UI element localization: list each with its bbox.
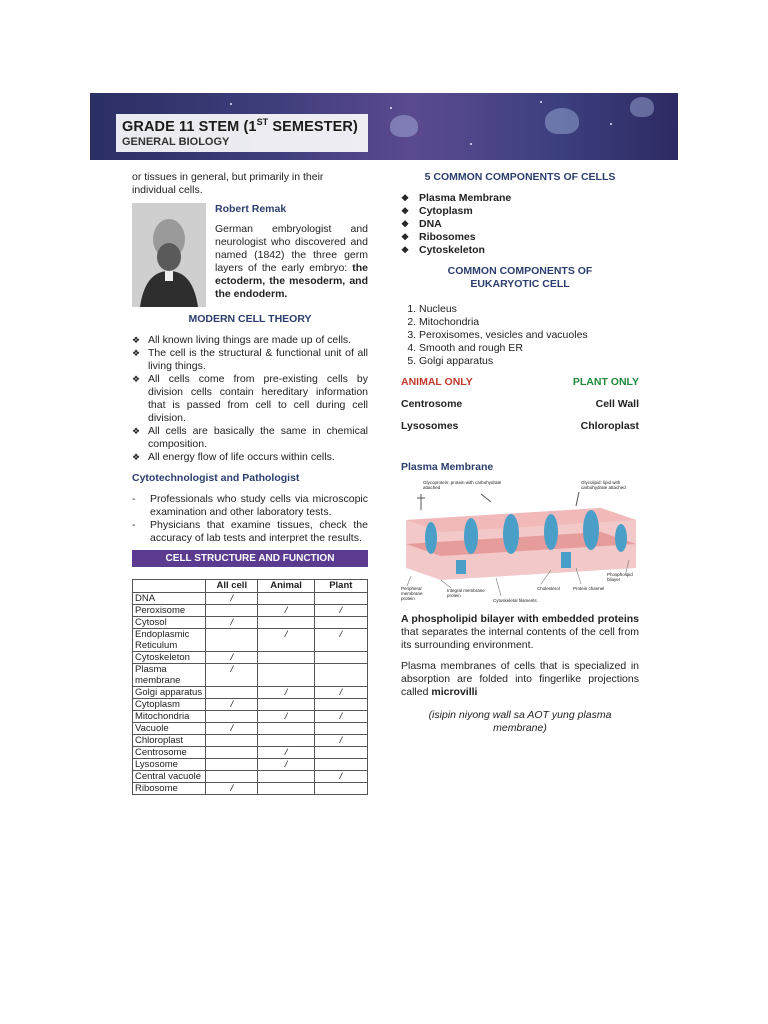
check-cell bbox=[206, 747, 258, 759]
structure-name-cell: DNA bbox=[133, 593, 206, 605]
header-banner bbox=[90, 93, 678, 160]
check-cell: / bbox=[314, 687, 367, 699]
table-row bbox=[133, 783, 368, 795]
jellyfish-decoration bbox=[545, 108, 579, 134]
check-cell bbox=[206, 629, 258, 652]
microvilli-text: Plasma membranes of cells that is specialized in absorption are folded into fingerlike projections called microvilli bbox=[401, 660, 639, 698]
fig-label-glycolipid: Glycolipid: lipid with carbohydrate attached bbox=[581, 480, 626, 490]
check-cell: / bbox=[258, 711, 314, 723]
fig-label-cytoskeletal: Cytoskeletal filaments bbox=[493, 598, 537, 603]
compare-row: Centrosome Cell Wall bbox=[401, 398, 639, 410]
check-cell: / bbox=[314, 629, 367, 652]
check-cell bbox=[258, 783, 314, 795]
compare-row: Lysosomes Chloroplast bbox=[401, 420, 639, 432]
check-cell: / bbox=[258, 629, 314, 652]
list-item: ❖ Cytoplasm bbox=[401, 205, 473, 217]
modern-cell-theory-heading: MODERN CELL THEORY bbox=[188, 313, 312, 325]
diamond-bullet-icon: ❖ bbox=[132, 426, 141, 436]
check-cell bbox=[258, 664, 314, 687]
check-cell bbox=[206, 771, 258, 783]
check-cell bbox=[258, 771, 314, 783]
page-subtitle: GENERAL BIOLOGY bbox=[122, 135, 230, 148]
left-column bbox=[132, 171, 368, 794]
list-item: ❖ Cytoskeleton bbox=[401, 244, 485, 256]
table-row bbox=[133, 687, 368, 699]
check-cell: / bbox=[206, 617, 258, 629]
check-cell bbox=[314, 664, 367, 687]
list-item: ❖ The cell is the structural & functional unit of all living things. bbox=[132, 347, 368, 372]
check-cell bbox=[206, 759, 258, 771]
diamond-bullet-icon: ❖ bbox=[132, 348, 141, 358]
check-cell: / bbox=[258, 759, 314, 771]
list-item: 4. Smooth and rough ER bbox=[419, 342, 639, 355]
check-cell: / bbox=[314, 711, 367, 723]
compare-header-row bbox=[401, 376, 639, 389]
modern-cell-theory-list bbox=[132, 334, 368, 464]
list-item: ❖ DNA bbox=[401, 218, 442, 230]
check-cell bbox=[206, 687, 258, 699]
check-cell bbox=[258, 617, 314, 629]
check-cell bbox=[314, 759, 367, 771]
cell-structure-title: CELL STRUCTURE AND FUNCTION bbox=[132, 550, 368, 567]
structure-name-cell: Lysosome bbox=[133, 759, 206, 771]
check-cell: / bbox=[314, 605, 367, 617]
list-item: 2. Mitochondria bbox=[419, 316, 639, 329]
check-cell: / bbox=[258, 747, 314, 759]
plasma-membrane-diagram bbox=[401, 480, 639, 606]
eukaryotic-heading: COMMON COMPONENTS OF EUKARYOTIC CELL bbox=[447, 265, 593, 290]
structure-name-cell: Cytoplasm bbox=[133, 699, 206, 711]
fig-label-integral: Integral membrane protein bbox=[447, 588, 485, 598]
remak-name: Robert Remak bbox=[215, 203, 287, 215]
structure-name-cell: Vacuole bbox=[133, 723, 206, 735]
structure-name-cell: Endoplasmic Reticulum bbox=[133, 629, 206, 652]
fig-label-peripheral: Peripheral membrane protein bbox=[401, 586, 423, 601]
germ-layers: the ectoderm, the mesoderm, and the endoderm. bbox=[215, 262, 368, 300]
list-item: 1. Nucleus bbox=[419, 303, 639, 316]
check-cell: / bbox=[206, 593, 258, 605]
structure-name-cell: Mitochondria bbox=[133, 711, 206, 723]
right-column bbox=[401, 171, 639, 735]
table-row bbox=[133, 723, 368, 735]
table-row bbox=[133, 711, 368, 723]
diamond-bullet-icon: ❖ bbox=[401, 206, 410, 216]
table-row bbox=[133, 629, 368, 652]
list-item: ❖ Ribosomes bbox=[401, 231, 476, 243]
check-cell bbox=[206, 605, 258, 617]
list-item: 3. Peroxisomes, vesicles and vacuoles bbox=[419, 329, 639, 342]
list-item: ❖ All cells come from pre-existing cells by division cells contain hereditary information that is passed from cell to cell during cell division. bbox=[132, 373, 368, 424]
cytotech-heading: Cytotechnologist and Pathologist bbox=[132, 472, 300, 484]
diamond-bullet-icon: ❖ bbox=[132, 452, 141, 462]
diamond-bullet-icon: ❖ bbox=[132, 335, 141, 345]
remak-bio bbox=[215, 203, 368, 301]
common-components-heading: 5 COMMON COMPONENTS OF CELLS bbox=[424, 171, 616, 183]
check-cell: / bbox=[314, 735, 367, 747]
table-row bbox=[133, 771, 368, 783]
table-row bbox=[133, 664, 368, 687]
check-cell: / bbox=[206, 664, 258, 687]
check-cell: / bbox=[258, 605, 314, 617]
structure-name-cell: Central vacuole bbox=[133, 771, 206, 783]
diamond-bullet-icon: ❖ bbox=[401, 245, 410, 255]
fig-label-bilayer: Phospholipid bilayer bbox=[607, 572, 633, 582]
structure-name-cell: Peroxisome bbox=[133, 605, 206, 617]
check-cell bbox=[314, 617, 367, 629]
check-cell: / bbox=[206, 699, 258, 711]
diamond-bullet-icon: ❖ bbox=[132, 374, 141, 384]
list-item: - Physicians that examine tissues, check the accuracy of lab tests and interpret the results. bbox=[132, 519, 368, 544]
common-components-list bbox=[401, 192, 639, 257]
table-row bbox=[133, 759, 368, 771]
plant-only-label: PLANT ONLY bbox=[572, 376, 639, 388]
diamond-bullet-icon: ❖ bbox=[401, 232, 410, 242]
plasma-membrane-heading: Plasma Membrane bbox=[401, 461, 494, 473]
structure-name-cell: Golgi apparatus bbox=[133, 687, 206, 699]
table-row bbox=[133, 735, 368, 747]
eukaryotic-list bbox=[401, 303, 639, 368]
check-cell: / bbox=[206, 652, 258, 664]
fig-label-cholesterol: Cholesterol bbox=[537, 586, 560, 591]
table-row bbox=[133, 605, 368, 617]
diamond-bullet-icon: ❖ bbox=[401, 193, 410, 203]
table-row bbox=[133, 699, 368, 711]
list-item: ❖ Plasma Membrane bbox=[401, 192, 512, 204]
check-cell: / bbox=[206, 783, 258, 795]
structure-name-cell: Centrosome bbox=[133, 747, 206, 759]
check-cell: / bbox=[314, 771, 367, 783]
page-title: GRADE 11 STEM (1ST SEMESTER) bbox=[122, 117, 358, 135]
check-cell bbox=[314, 747, 367, 759]
aot-note: (isipin niyong wall sa AOT yung plasma membrane) bbox=[428, 709, 612, 734]
check-cell bbox=[314, 699, 367, 711]
cytotech-list bbox=[132, 493, 368, 545]
structure-name-cell: Ribosome bbox=[133, 783, 206, 795]
jellyfish-decoration bbox=[390, 115, 418, 137]
check-cell bbox=[314, 593, 367, 605]
list-item: ❖ All cells are basically the same in chemical composition. bbox=[132, 425, 368, 450]
structure-name-cell: Cytosol bbox=[133, 617, 206, 629]
structure-name-cell: Chloroplast bbox=[133, 735, 206, 747]
check-cell bbox=[314, 783, 367, 795]
table-body bbox=[133, 593, 368, 795]
animal-only-label: ANIMAL ONLY bbox=[401, 376, 473, 388]
check-cell bbox=[314, 723, 367, 735]
check-cell bbox=[314, 652, 367, 664]
jellyfish-decoration bbox=[630, 97, 654, 117]
check-cell bbox=[206, 711, 258, 723]
table-row bbox=[133, 652, 368, 664]
check-cell bbox=[206, 735, 258, 747]
banner-title-box bbox=[116, 114, 368, 152]
structure-name-cell: Cytoskeleton bbox=[133, 652, 206, 664]
fig-label-glycoprotein: Glycoprotein: protein with carbohydrate attached bbox=[423, 480, 502, 490]
table-row bbox=[133, 617, 368, 629]
robert-remak-portrait bbox=[132, 203, 206, 307]
list-item: ❖ All known living things are made up of cells. bbox=[132, 334, 352, 346]
check-cell bbox=[258, 593, 314, 605]
check-cell: / bbox=[258, 687, 314, 699]
membrane-description: A phospholipid bilayer with embedded proteins that separates the internal contents of the cell from its surrounding environment. bbox=[401, 613, 639, 651]
table-row bbox=[133, 747, 368, 759]
structure-name-cell: Plasma membrane bbox=[133, 664, 206, 687]
list-item: - Professionals who study cells via microscopic examination and other laboratory tests. bbox=[132, 493, 368, 518]
fig-label-channel: Protein channel bbox=[573, 586, 605, 591]
check-cell bbox=[258, 699, 314, 711]
check-cell: / bbox=[206, 723, 258, 735]
check-cell bbox=[258, 723, 314, 735]
remak-description: German embryologist and neurologist who discovered and named (1842) the three germ layers of the early embryo: bbox=[215, 223, 368, 274]
check-cell bbox=[258, 652, 314, 664]
table-row bbox=[133, 593, 368, 605]
cell-structure-table bbox=[132, 579, 368, 795]
diamond-bullet-icon: ❖ bbox=[401, 219, 410, 229]
check-cell bbox=[258, 735, 314, 747]
intro-text: or tissues in general, but primarily in their individual cells. bbox=[132, 171, 324, 196]
list-item: ❖ All energy flow of life occurs within cells. bbox=[132, 451, 335, 463]
table-header-row: All cell Animal Plant bbox=[133, 580, 368, 593]
remak-section bbox=[132, 203, 368, 309]
list-item: 5. Golgi apparatus bbox=[419, 355, 639, 368]
